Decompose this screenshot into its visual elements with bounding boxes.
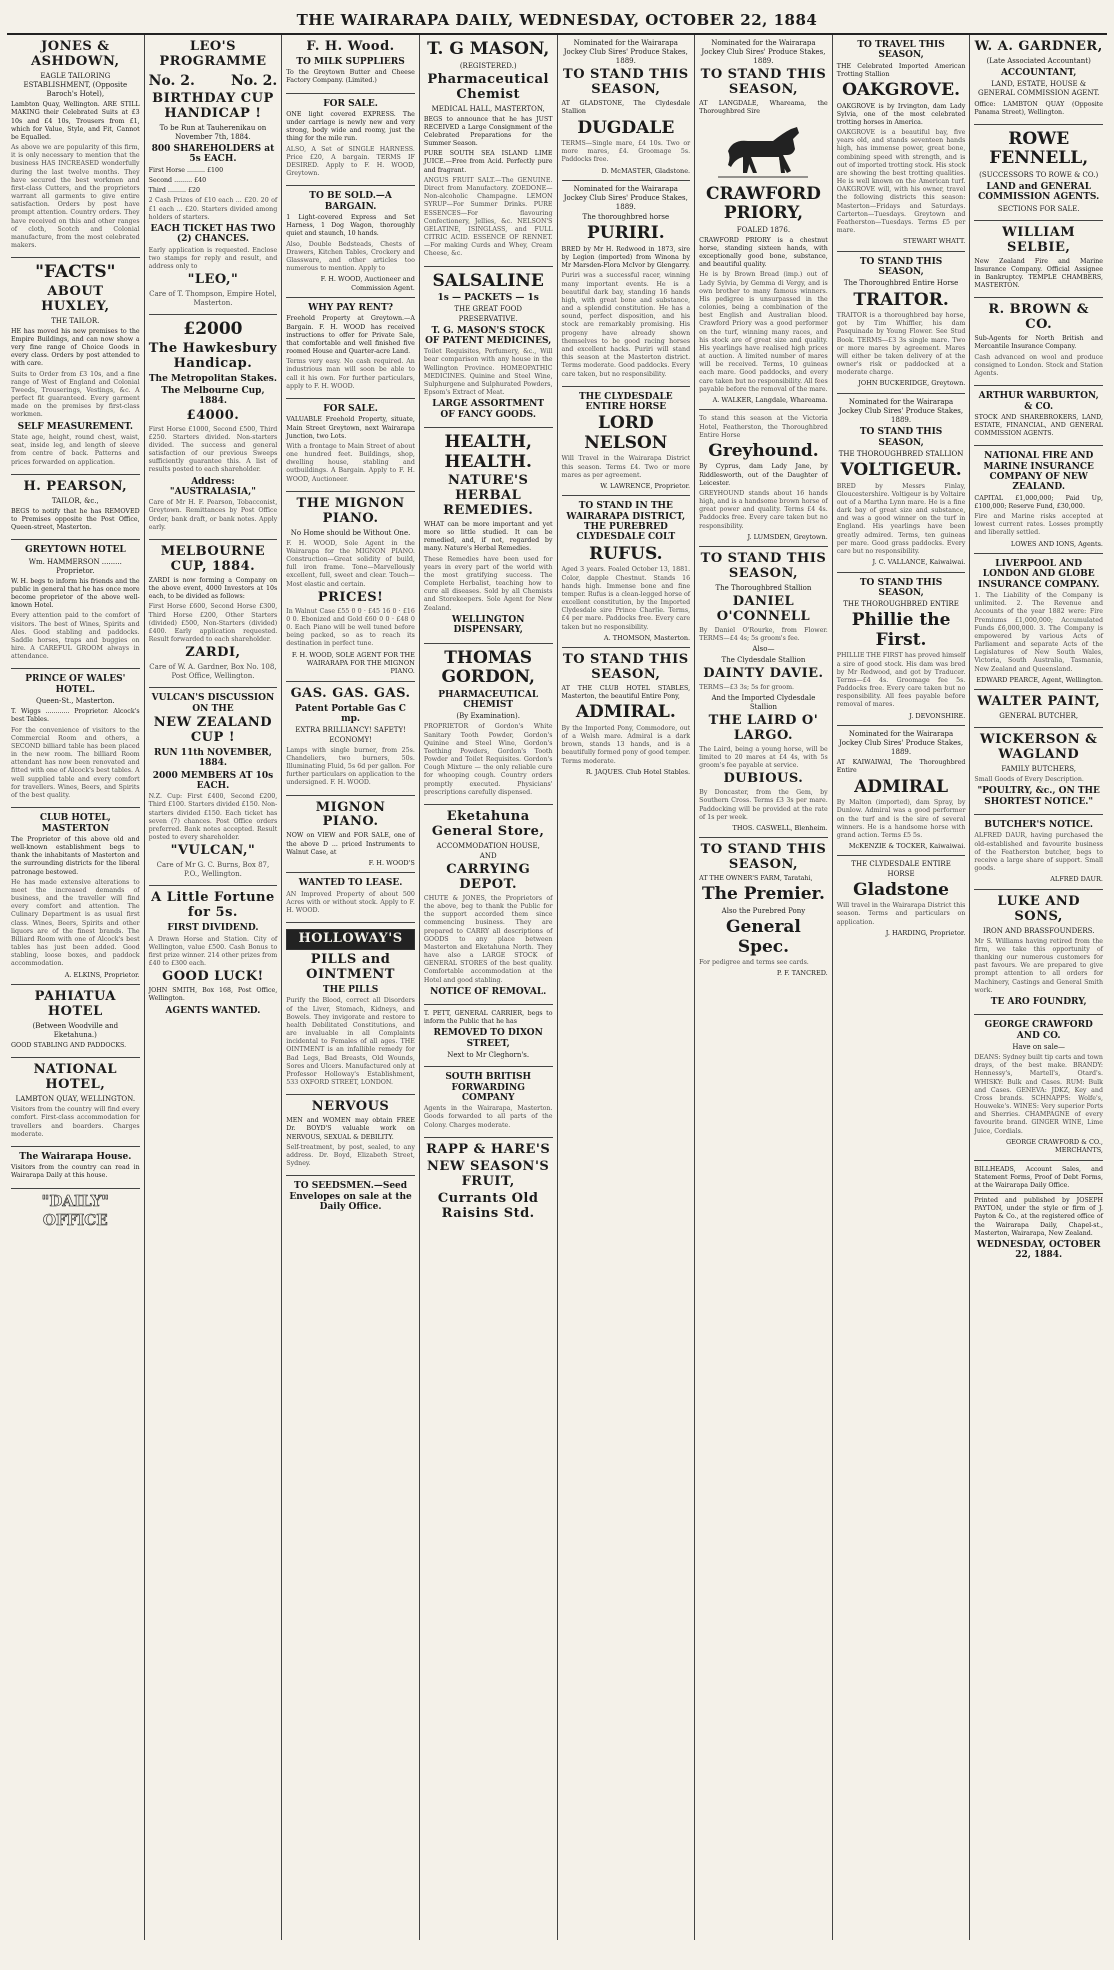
newspaper-page (7, 5, 1107, 1960)
ad-title: HEALTH, HEALTH. (444, 432, 532, 472)
ad-title: TO BE SOLD.—A BARGAIN. (309, 191, 392, 212)
horse-name: CRAWFORD PRIORY, (706, 183, 821, 224)
ad-title: "FACTS" (35, 262, 116, 283)
ad-signature: JOHN SMITH, Box 168, Post Office, Wellington. (148, 987, 278, 1003)
ad-footer: SELF MEASUREMENT. (17, 421, 134, 432)
ad-title: TO SEEDSMEN.—Seed Envelopes on sale at the Daily Office. (289, 1181, 412, 1212)
ad-brown: R. BROWN & CO. Sub-Agents for North British and Mercantile Insurance Company. Cash advanced on wool and produce consigned to London. Stock and Station Agents. (974, 298, 1103, 386)
ad-note: Nominated for the Wairarapa Jockey Club Sires' Produce Stakes, 1889. (563, 185, 688, 212)
event-title: BIRTHDAY CUP HANDICAP ! (152, 91, 274, 121)
ad-subtitle: To be Run at Tauherenikau on November 7th, 1884. (159, 123, 267, 142)
column-2 (145, 35, 283, 1940)
column-3 (282, 35, 420, 1940)
ad-subtitle: IRON AND BRASSFOUNDERS. (982, 926, 1095, 935)
ad-subtitle: The Thoroughbred Entire Horse (843, 279, 959, 288)
ad-title: Greyhound. (708, 440, 819, 461)
ad-subtitle-2: "POULTRY, &c., ON THE SHORTEST NOTICE." (977, 786, 1100, 807)
ad-subtitle-2: EXTRA BRILLIANCY! SAFETY! ECONOMY! (295, 726, 406, 744)
ad-subtitle: 2000 MEMBERS AT 10s EACH. (152, 770, 274, 791)
ad-amount-2: £4000. (186, 407, 240, 423)
ad-national-insurance: NATIONAL FIRE AND MARINE INSURANCE COMPANY OF NEW ZEALAND. CAPITAL £1,000,000; Paid Up, £100,000; Reserve Fund, £30,000. Fire and Marine risks accepted at lowest current rates. Losses promptly and liberally settled. LOWES AND IONS, Agents. (974, 446, 1103, 554)
ad-for-sale-express: FOR SALE. ONE light covered EXPRESS. The under carriage is newly new and very strong, body wide and roomy, just the thing for the mile run. ALSO, A Set of SINGLE HARNESS. Price £20, A bargain. TERMS IF DESIRED. Apply to F. H. WOOD, Greytown. (286, 94, 415, 187)
ad-holloways: HOLLOWAY'S PILLS and OINTMENT THE PILLS Purify the Blood, correct all Disorders of the Liver, Stomach, Kidneys, and Bowels. They invigorate and restore to health Debilitated Constitutions, and are invaluable in all Complaints incidental to Females of all ages. THE OINTMENT is an infallible remedy for Bad Legs, Bad Breasts, Old Wounds, Sores and Ulcers. Manufactured only at Professor Holloway's Establishment, 533 OXFORD STREET, LONDON. (286, 923, 415, 1095)
ad-subtitle: (SUCCESSORS TO ROWE & CO.) (979, 171, 1099, 179)
ad-pearson (11, 475, 140, 541)
ad-subtitle-2: AND (479, 851, 497, 860)
ad-body: ONE light covered EXPRESS. The under carriage is newly new and very strong, body wide and roomy, just the thing for the mile run. (286, 110, 415, 143)
ad-signature: ZARDI, (185, 645, 241, 661)
ad-subtitle: THE THOROUGHBRED ENTIRE (843, 600, 959, 609)
ad-butchers-notice: BUTCHER'S NOTICE. ALFRED DAUR, having purchased the old-established and favourite business of the Featherston butcher, begs to receive a large share of support. Small goods. ALFRED DAUR. (974, 815, 1103, 890)
horse-name: TRAITOR. (853, 289, 949, 310)
horse-name: PURIRI. (586, 223, 665, 244)
ad-subtitle-2: The Melbourne Cup, 1884. (161, 385, 265, 407)
ad-gladstone: THE CLYDESDALE ENTIRE HORSE Gladstone Will travel in the Wairarapa District this season. Terms and particulars on application. J. HARDING, Proprietor. (836, 860, 966, 937)
ad-signature: J. LUMSDEN, Greytown. (747, 532, 828, 541)
ad-body: Freehold Property at Greytown.—A Bargain. F. H. WOOD has received instructions to offer for Private Sale, that comfortable and well finished five roomed House and Quarter-acre Land. (286, 315, 415, 356)
ad-little-fortune: A Little Fortune for 5s. FIRST DIVIDEND. A Drawn Horse and Station. City of Wellington, value £500. Cash Bonus to first prize winner. 214 other prizes from £40 to £300 each. GOOD LUCK! JOHN SMITH, Box 168, Post Office, Wellington. AGENTS WANTED. (148, 890, 278, 1016)
ad-title: RAPP & HARE'S (426, 1141, 551, 1157)
ad-title: A Little Fortune for 5s. (151, 890, 275, 921)
ad-club-hotel: CLUB HOTEL, MASTERTON The Proprietor of this above old and well-known establishment begs to thank the inhabitants of Masterton and the surrounding districts for the liberal patronage bestowed. He has made extensive alterations to meet the increased demands of business, and the traveller will find every comfort and attention. The Culinary Department is as usual first class. Wines, Beers, Spirits and other liquors are of the finest brands. The Billiard Room with one of Alcock's best tables has just been added. Good stabling, loose boxes, and paddock accommodation. A. ELKINS, Proprietor. (11, 808, 140, 985)
horse-foaled: FOALED 1876. (736, 225, 791, 234)
ad-subtitle: The Metropolitan Stakes. (148, 373, 277, 384)
ad-subtitle: REMOVED TO DIXON STREET, (433, 1028, 543, 1049)
ad-title: MELBOURNE CUP, 1884. (160, 543, 266, 574)
ad-wanted-lease: WANTED TO LEASE. AN Improved Property of about 500 Acres with or without stock. Apply to F. H. WOOD. (286, 873, 415, 923)
ad-subtitle: Also the Purebred Pony (721, 906, 806, 915)
ad-subtitle: EAGLE TAILORING ESTABLISHMENT, (Opposite Baroch's Hotel), (23, 71, 128, 99)
ad-title: FOR SALE. (323, 98, 378, 109)
ad-subtitle: THE CLYDESDALE ENTIRE HORSE (851, 860, 951, 878)
ad-body: BEGS to notify that he has REMOVED to Premises opposite the Post Office, Queen-street, Masterton. (11, 507, 140, 532)
ad-signature: P. F. TANCRED. (776, 969, 828, 978)
ad-subtitle: Patent Portable Gas C mp. (295, 703, 406, 725)
ad-signature: A. THOMSON, Masterton. (603, 633, 691, 642)
horse-name: Gladstone (853, 879, 949, 900)
ad-body: 1 Light-covered Express and Set Harness, 1 Dog Wagon, thoroughly quiet and staunch, 10 hands. (286, 214, 415, 238)
horse-name: ADMIRAL. (575, 702, 676, 723)
ad-gordon: THOMAS GORDON, PHARMACEUTICAL CHEMIST (By Examination). PROPRIETOR of Gordon's White Sanitary Tooth Powder, Gordon's Quinine and Steel Wine, Gordon's Teething Powders, Gordon's Tooth Powder and Toilet Requisites. Gordon's Cough Mixture — the only reliable cure for whooping cough. Country orders promptly executed. Physicians' prescriptions carefully dispensed. (424, 644, 553, 805)
brand-logo: HOLLOWAY'S (286, 929, 415, 950)
ad-subtitle: (By Examination). (456, 712, 520, 721)
ad-body: Lambton Quay, Wellington. ARE STILL MAKING their Celebrated Suits at £3 10s and £4 10s, Trousers from £1, which for Value, Style, and Fit, Cannot be Equalled. (11, 101, 140, 141)
ad-signature: THOS. CASWELL, Blenheim. (732, 823, 828, 832)
ad-subtitle: (Late Associated Accountant) (986, 56, 1091, 65)
ad-signature: A. ELKINS, Proprietor. (64, 970, 140, 979)
ad-signature: F. H. WOOD, Auctioneer and Commission Agent. (320, 275, 415, 292)
ad-body: AT THE OWNER'S FARM, Taratahi, (699, 875, 813, 883)
ad-subtitle-2: ACCOUNTANT, (1000, 68, 1077, 79)
ad-items: PURE SOUTH SEA ISLAND LIME JUICE.—Free from Acid. Perfectly pure and fragrant. (423, 150, 553, 174)
ad-title: PAHIATUA HOTEL (34, 989, 116, 1019)
ad-body: THE Celebrated Imported American Trotting Stallion (836, 62, 966, 78)
ad-body: ZARDI is now forming a Company on the above event, 4000 Investors at 10s each, to be divided as follows: (148, 576, 278, 601)
ad-body: NOW on VIEW and FOR SALE, one of the above D ... priced Instruments to Walnut Case, at (286, 832, 415, 856)
column-1 (7, 35, 145, 1940)
ad-subtitle: THE PILLS (322, 985, 379, 995)
ad-body: HE has moved his new premises to the Empire Buildings, and can now show a very fine range of Choice Goods in every class. Orders by post attended to with care. (11, 327, 140, 368)
ad-subtitle: 1s — PACKETS — 1s (437, 293, 539, 304)
number-left: No. 2. (148, 72, 195, 89)
ad-body: W. H. begs to inform his friends and the public in general that he has once more become proprietor of the above well-known Hotel. (11, 577, 140, 610)
ad-title-2: ABOUT HUXLEY, (41, 283, 110, 314)
ad-puriri: Nominated for the Wairarapa Jockey Club Sires' Produce Stakes, 1889. The thoroughbred horse PURIRI. BRED by Mr H. Redwood in 1873, sire by Legion (imported) from Winona by Mr Marsden-Flora McIvor by Glengarry. Puriri was a successful racer, winning many important events. He is a beautiful dark bay, standing 16 hands high, with great bone and substance, and a splendid constitution. He has a sound, perfect disposition, and his stock are remarkably promising. His progeny have already shown themselves to be good racing horses and excellent hacks. Puriri will stand this season at the Masterton district. Terms moderate. Good paddocks. Every care taken, but no responsibility. (562, 181, 691, 387)
ad-subtitle: (Between Woodville and Eketahuna.) (32, 1021, 119, 1039)
horse-name-2: General Spec. (725, 917, 801, 957)
horse-name: DANIEL O'CONNELL (716, 594, 811, 625)
ad-signature: J. C. VALLANCE, Kaiwaiwai. (872, 558, 966, 567)
ad-traitor: TO STAND THIS SEASON, The Thoroughbred Entire Horse TRAITOR. TRAITOR is a thoroughbred bay horse, got by Tim Whiffler, his dam Pasquinade by Young Flower. See Stud Book. TERMS—£3 3s single mare. Two or more mares by agreement. Mares will either be taken delivery of at the owner's risk or paddocked at a moderate charge. JOHN BUCKERIDGE, Greytown. (837, 252, 966, 394)
prize-second: Second ......... £40 (148, 176, 207, 184)
ad-signature: J. HARDING, Proprietor. (885, 928, 966, 937)
ad-signature: GEORGE CRAWFORD & CO., MERCHANTS, (1005, 1137, 1103, 1155)
ad-subtitle-2: THE GREAT FOOD PRESERVATIVE. (454, 305, 522, 323)
horse-name: The Premier. (701, 884, 825, 905)
ad-subtitle: NEW SEASON'S FRUIT, (427, 1158, 550, 1189)
ad-mignon-piano: THE MIGNON PIANO. No Home should be Without One. F. H. WOOD, Sole Agent in the Wairarapa for the MIGNON PIANO. Construction—Great solidity of build, full iron frame. Tone—Marvellously excellent, full, sweet and clear. Touch—Most elastic and certain. PRICES! In Walnut Case £55 0 0 · £45 16 0 · £16 0 0. Ebonized and Gold £60 0 0 · £48 0 0. Each Piano will be well tuned before being packed, so as to reach its destination in perfect tune. F. H. WOOD, SOLE AGENT FOR THE WAIRARAPA FOR THE MIGNON PIANO. (286, 492, 415, 682)
horse-name: RUFUS. (589, 543, 663, 564)
ad-body: BILLHEADS, Account Sales, and Statement Forms, Proof of Debt Forms, at the Wairarapa Daily Office. (974, 1165, 1103, 1189)
ad-signature: R. JAQUES. Club Hotel Stables. (585, 767, 691, 776)
ad-body: New Zealand Fire and Marine Insurance Company. Official Assignee in Bankruptcy. TEMPLE CHAMBERS, MASTERTON. (974, 257, 1103, 290)
ad-fh-wood-milk (286, 35, 415, 94)
ad-daniel-oconnell: TO STAND THIS SEASON, The Thoroughbred Stallion DANIEL O'CONNELL By Daniel O'Rourke, from Flower. TERMS—£4 4s; 5s groom's fee. Also— The Clydesdale Stallion DAINTY DAVIE. TERMS—£3 3s; 5s for groom. And the Imported Clydesdale Stallion THE LAIRD O' LARGO. The Laird, being a young horse, will be limited to 20 mares at £4 4s, with 5s groom's fee payable at service. DUBIOUS. By Doncaster, from the Gem, by Southern Cross. Terms £3 3s per mare. Paddocking will be provided at the rate of 1s per week. THOS. CASWELL, Blenheim. (699, 547, 828, 838)
ad-daily-office (11, 1189, 140, 1236)
ad-title: WILLIAM SELBIE, (1002, 224, 1076, 255)
ad-signature: "LEO," (187, 272, 239, 288)
ad-title: ARTHUR WARBURTON, & CO. (978, 391, 1099, 412)
ad-title: WICKERSON & WAGLAND (979, 732, 1098, 763)
ad-title: TO TRAVEL THIS SEASON, (857, 40, 945, 61)
ad-body-2: OAKGROVE is by Irvington, dam Lady Sylvia, one of the most celebrated trotting horses in America. (836, 102, 966, 126)
ad-signature: McKENZIE & TOCKER, Kaiwaiwai. (848, 842, 966, 851)
ad-title: TO STAND THIS SEASON, (859, 256, 943, 278)
ad-subtitle-3: LAND, ESTATE, HOUSE & GENERAL COMMISSION AGENT. (977, 80, 1100, 98)
ad-title: TO STAND THIS SEASON, (700, 842, 827, 873)
number-right: No. 2. (230, 72, 278, 89)
ad-bargain: TO BE SOLD.—A BARGAIN. 1 Light-covered Express and Set Harness, 1 Dog Wagon, thoroughly quiet and staunch, 10 hands. Also, Double Bedsteads, Chests of Drawers, Kitchen Tables, Crockery and Glassware, and other articles too numerous to mention. Apply to F. H. WOOD, Auctioneer and Commission Agent. (286, 186, 415, 298)
column-7 (833, 35, 971, 1940)
ad-prince-of-wales: PRINCE OF WALES' HOTEL. Queen-St., Masterton. T. Wiggs ............ Proprietor. Alcock's best Tables. For the convenience of visitors to the Commercial Room and others, a SECOND billiard table has been placed in the new room. The billiard Room attendant has now been renovated and fitted with one of Alcock's best tables. A well supplied table and every comfort for travellers. Wines, Beers, and Spirits of the best quality. (11, 669, 140, 808)
ad-name: THOMAS GORDON, (441, 647, 535, 688)
ad-signature: JOHN BUCKERIDGE, Greytown. (858, 379, 966, 388)
ad-note: Nominated for the Wairarapa Jockey Club Sires' Produce Stakes, 1889. (839, 730, 964, 757)
ad-warburton (974, 386, 1103, 446)
ad-body: Sub-Agents for North British and Mercantile Insurance Company. (974, 335, 1103, 351)
ad-title: GAS. GAS. GAS. (290, 685, 411, 701)
ad-subtitle-3: SECTIONS FOR SALE. (997, 204, 1080, 213)
ad-address: Address: "AUSTRALASIA," (169, 476, 256, 497)
tickets-line: EACH TICKET HAS TWO (2) CHANCES. (150, 223, 276, 245)
ad-title: PRINCE OF WALES' HOTEL. (25, 674, 126, 695)
ad-subtitle: ACCOMMODATION HOUSE, (436, 841, 540, 850)
ad-title: PILLS and OINTMENT (306, 952, 395, 983)
shares-line: 800 SHAREHOLDERS at 5s EACH. (151, 144, 275, 165)
ad-title: TO STAND THIS SEASON, (700, 551, 827, 582)
ad-walter-paint (974, 690, 1103, 728)
ad-leos-programme: LEO'S PROGRAMME No. 2. No. 2. BIRTHDAY CUP HANDICAP ! To be Run at Tauherenikau on November 7th, 1884. 800 SHAREHOLDERS at 5s EACH. First Horse ......... £100 Second ......... £40 Third ......... £20 2 Cash Prizes of £10 each ... £20. 20 of £1 each ... £20. Starters divided among holders of starters. EACH TICKET HAS TWO (2) CHANCES. Early application is requested. Enclose two stamps for reply and result, and address only to "LEO," Care of T. Thompson, Empire Hotel, Masterton. (149, 35, 278, 315)
ad-subtitle-3: CARRYING DEPOT. (446, 861, 531, 892)
ad-george-crawford: GEORGE CRAWFORD AND CO. Have on sale— DEANS: Sydney built tip carts and town drays, of the best make. BRANDY: Hennessy's, Martell's, Otard's. WHISKY: Bulk and Cases. RUM: Bulk and Cases. GENEVA: JDKZ, Key and Cross brands. SCHNAPPS: Wolfe's, Houweke's. WINES: Very superior Ports and Sherries. CHAMPAGNE of every favourite brand. GINGER WINE, Lime Juice, Cordials. GEORGE CRAWFORD & CO., MERCHANTS, (974, 1015, 1103, 1160)
column-4 (420, 35, 558, 1940)
ad-for-sale-property: FOR SALE. VALUABLE Freehold Property, situate, Main Street Greytown, next Wairarapa Junction, two Lots. With a frontage to Main Street of about one hundred feet. Buildings, shop, dwelling house, stabling and outbuildings. A Bargain. Apply to F. H. WOOD, Auctioneer. (286, 399, 415, 492)
ad-subtitle: GENERAL BUTCHER, (999, 712, 1079, 721)
masthead: THE WAIRARAPA DAILY, WEDNESDAY, OCTOBER 22, 1884 (7, 5, 1107, 35)
ad-title: BUTCHER'S NOTICE. (984, 820, 1094, 831)
ad-title: W. A. GARDNER, (974, 39, 1103, 54)
ad-footer: WELLINGTON DISPENSARY, (451, 614, 525, 636)
ad-selbie (974, 221, 1103, 299)
ad-title: WHY PAY RENT? (308, 303, 394, 314)
ad-title: GEORGE CRAWFORD AND CO. (984, 1020, 1093, 1041)
ad-seedsmen (286, 1176, 415, 1219)
ad-why-pay-rent: WHY PAY RENT? Freehold Property at Greytown.—A Bargain. F. H. WOOD has received instructions to offer for Private Sale, that comfortable and well finished five roomed House and Quarter-acre Land. Terms very easy. No cash required. An industrious man will soon be able to call it his own. For further particulars, apply to F. H. WOOD. (286, 298, 415, 399)
ad-also: Also— (752, 645, 775, 654)
ad-title: The Hawkesbury Handicap. (148, 340, 278, 371)
ad-title: TO STAND THIS SEASON, (563, 652, 689, 683)
ad-title: The Wairarapa House. (19, 1151, 132, 1162)
ad-title: LEO'S PROGRAMME (159, 39, 267, 69)
ad-voltigeur: Nominated for the Wairarapa Jockey Club Sires' Produce Stakes, 1889. TO STAND THIS SEASON, THE THOROUGHBRED STALLION VOLTIGEUR. BRED by Messrs Finlay, Gloucestershire. Voltigeur is by Voltaire out of a Martha Lynn mare. He is a fine dark bay of great size and substance, and was a good winner on the turf in England. His yearlings have been greatly admired. Terms, ten guineas per mare. Good grass paddocks. Every care but no responsibility. J. C. VALLANCE, Kaiwaiwai. (837, 394, 966, 573)
ad-title: VULCAN'S DISCUSSION ON THE (151, 693, 275, 714)
ad-south-british: SOUTH BRITISH FORWARDING COMPANY Agents in the Wairarapa, Masterton. Goods forwarded to all parts of the Colony. Charges moderate. (424, 1067, 553, 1138)
ad-phillie: TO STAND THIS SEASON, THE THOROUGHBRED ENTIRE Phillie the First. PHILLIE THE FIRST has proved himself a sire of good stock. His dam was bred by Mr Redwood, and got by Traducer. Terms—£4 4s. Groomage fee 5s. Paddocks free. Every care taken but no responsibility. All fees payable before removal of mares. J. DEVONSHIRE. (837, 573, 966, 727)
ad-signature: EDWARD PEARCE, Agent, Wellington. (976, 675, 1103, 684)
ad-footer: GOOD LUCK! (162, 969, 264, 985)
ad-signature: A. WALKER, Langdale, Whareama. (712, 395, 828, 404)
ad-title: "DAILY" OFFICE (41, 1191, 110, 1230)
ad-oakgrove: TO TRAVEL THIS SEASON, THE Celebrated Imported American Trotting Stallion OAKGROVE. OAKGROVE is by Irvington, dam Lady Sylvia, one of the most celebrated trotting horses in America. OAKGROVE is a beautiful bay, five years old, and stands seventeen hands high, has immense power, great bone, combining speed with strength, and is out of imported trotting stock. His stock are showing the best trotting qualities. He is well known on the American turf. OAKGROVE will, with his owner, travel the following districts this season: Masterton—Fridays and Saturdays. Carterton—Tuesdays. Greytown and Featherston—Tuesdays. Terms £5 per mare. STEWART WHATT. (837, 35, 966, 252)
ad-nervous: NERVOUS MEN and WOMEN may obtain FREE Dr. BOYD'S valuable work on NERVOUS, SEXUAL & DEBILITY. Self-treatment, by post, sealed, to any address. Dr. Boyd, Elizabeth Street, Sydney. (286, 1095, 415, 1176)
ad-pahiatua-hotel (11, 985, 140, 1058)
ad-signature: F. H. WOOD'S (368, 858, 415, 867)
horse-name-3: THE LAIRD O' LARGO. (708, 712, 819, 743)
ad-subtitle: No Home should be Without One. (290, 528, 411, 537)
ad-health: HEALTH, HEALTH. NATURE'S HERBAL REMEDIES. WHAT can be more important and yet more so little studied. It can be remedied, and, if not, regarded by many. Nature's Herbal Remedies. These Remedies have been used for years in every part of the world with the most gratifying success. The Complete Herbalist, teaching how to cure all diseases. Sold by all Chemists and Storekeepers. Sole Agent for New Zealand. WELLINGTON DISPENSARY, (424, 428, 553, 643)
ad-title: The thoroughbred horse (582, 213, 670, 222)
ad-title: FOR SALE. (323, 404, 378, 414)
horse-name: ADMIRAL (854, 776, 949, 797)
ad-title: LUKE AND SONS, (997, 893, 1081, 924)
ad-subtitle: Wm. HAMMERSON ......... Proprietor. (28, 557, 122, 575)
ad-title: WANTED TO LEASE. (298, 878, 403, 889)
ad-body: AT KAIWAIWAI, The Thoroughbred Entire (836, 759, 966, 775)
ad-subtitle-3: And the Imported Clydesdale Stallion (711, 693, 816, 711)
ad-national-hotel: NATIONAL HOTEL, LAMBTON QUAY, WELLINGTON. Visitors from the country will find every comfort. First-class accommodation for travellers and boarders. Charges moderate. (11, 1058, 140, 1147)
horse-name-2: DAINTY DAVIE. (703, 665, 824, 681)
ad-subtitle: Queen-St., Masterton. (35, 697, 115, 706)
ad-title: ROWE FENNELL, (989, 128, 1089, 169)
ad-rufus: TO STAND IN THE WAIRARAPA DISTRICT, THE PUREBRED CLYDESDALE COLT RUFUS. Aged 3 years. Foaled October 13, 1881. Color, dapple Chestnut. Stands 16 hands high. Immense bone and fine temper. Rufus is a clean-legged horse of excellent constitution, by the Imported Clydesdale sire Prince Charlie. Terms, £4 per mare. Paddocks free. Every care taken but no responsibility. A. THOMSON, Masterton. (562, 496, 691, 648)
ad-signature: D. McMASTER, Gladstone. (601, 166, 691, 175)
ad-billheads (974, 1161, 1103, 1268)
ad-note: Nominated for the Wairarapa Jockey Club Sires' Produce Stakes, 1889. (563, 39, 688, 66)
ad-body: Visitors from the country can read in Wairarapa Daily at this house. (11, 1164, 140, 1180)
ad-jones-ashdown: JONES & ASHDOWN, EAGLE TAILORING ESTABLISHMENT, (Opposite Baroch's Hotel), Lambton Quay, Wellington. ARE STILL MAKING their Celebrated Suits at £3 10s and £4 10s, Trousers from £1, which for Value, Style, and Fit, Cannot be Equalled. As above we are popularity of this firm, it is only necessary to mention that the business HAS INCREASED wonderfully during the last twelve months. They have secured the best workmen and first-class Cutters, and the proprietors warrant all garments to give entire satisfaction. Orders by post have prompt attention. Country orders. They have received on this and other ranges of cloth, Scotch and Colonial manufacture, from the most celebrated makers. (11, 35, 140, 258)
ad-premier: TO STAND THIS SEASON, AT THE OWNER'S FARM, Taratahi, The Premier. Also the Purebred Pony General Spec. For pedigree and terms see cards. P. F. TANCRED. (699, 842, 828, 978)
ad-subtitle-3: T. G. MASON'S STOCK OF PATENT MEDICINES, (425, 325, 552, 346)
event-title: NEW ZEALAND CUP ! (153, 715, 273, 745)
ad-body: BEGS to announce that he has JUST RECEIVED a Large Consignment of the Celebrated Preparations for the Summer Season. (423, 115, 553, 148)
ad-dugdale: Nominated for the Wairarapa Jockey Club Sires' Produce Stakes, 1889. TO STAND THIS SEASON, AT GLADSTONE, The Clydesdale Stallion DUGDALE TERMS—Single mare, £4 10s. Two or more mares, £4. Groomage 5s. Paddocks free. D. McMASTER, Gladstone. (562, 35, 691, 181)
ad-gas: GAS. GAS. GAS. Patent Portable Gas C mp. EXTRA BRILLIANCY! SAFETY! ECONOMY! Lamps with single burner, from 25s. Chandeliers, two burners, 50s. Illuminating Fluid, 5s 6d per gallon. For further particulars on application to the undersigned. F. H. WOOD. (286, 682, 415, 796)
ad-luke-sons: LUKE AND SONS, IRON AND BRASSFOUNDERS. Mr S. Williams having retired from the firm, we take this opportunity of thanking our numerous customers for past favours. We are prepared to give prompt attention to all orders for Machinery, Castings and General Smith work. TE ARO FOUNDRY, (974, 890, 1103, 1016)
ad-title: MIGNON PIANO. (315, 799, 386, 830)
ad-subtitle: TO MILK SUPPLIERS (296, 56, 405, 67)
ad-title: H. PEARSON, (23, 478, 128, 494)
ad-mason: T. G MASON, (REGISTERED.) Pharmaceutical Chemist MEDICAL HALL, MASTERTON, BEGS to announce that he has JUST RECEIVED a Large Consignment of the Celebrated Preparations for the Summer Season. PURE SOUTH SEA ISLAND LIME JUICE.—Free from Acid. Perfectly pure and fragrant. ANGUS FRUIT SALT.—The GENUINE. Direct from Manufactory. ZOEDONE—Non-alcoholic Champagne. LEMON SYRUP—For Summer Drinks. PURE ESSENCES—For flavouring Confectionery, Jellies, &c. NELSON'S GELATINE, ISINGLASS, and FULL CITRIC ACID. ESSENCE OF RENNET.—For making Curds and Whey, Cream Cheese, &c. (424, 35, 553, 267)
ad-note: Nominated for the Wairarapa Jockey Club Sires' Produce Stakes, 1889. (701, 39, 826, 66)
ad-footer: LARGE ASSORTMENT OF FANCY GOODS. (432, 399, 545, 420)
ad-title: F. H. Wood. (306, 39, 395, 54)
ad-title: TO STAND THIS SEASON, (859, 577, 943, 598)
ad-subtitle: THE TAILOR. (51, 316, 100, 325)
ad-title: TO STAND THIS SEASON, (700, 67, 827, 98)
ad-title: TO STAND THIS SEASON, (859, 427, 943, 448)
ad-body: STOCK AND SHAREBROKERS, LAND, ESTATE, FINANCIAL, AND GENERAL COMMISSION AGENTS. (974, 413, 1103, 438)
horse-name: Phillie the First. (851, 610, 951, 650)
ad-body: BRED by Mr H. Redwood in 1873, sire by Legion (imported) from Winona by Mr Marsden-Flora McIvor by Glengarry. (561, 245, 691, 270)
ad-title: JONES & ASHDOWN, (31, 39, 120, 69)
ad-subtitle: THE THOROUGHBRED STALLION (838, 449, 964, 458)
ad-registered: (REGISTERED.) (459, 61, 517, 70)
ad-body: WHAT can be more important and yet more so little studied. It can be remedied, and, if not, regarded by many. Nature's Herbal Remedies. (423, 520, 553, 553)
ad-admiral-pony: TO STAND THIS SEASON, AT THE CLUB HOTEL STABLES, Masterton, the beautiful Entire Pony, ADMIRAL. By the Imported Pony, Commodore, out of a Welsh mare. Admiral is a dark brown, stands 13 hands, and is a beautifully formed pony of good temper. Terms moderate. R. JAQUES. Club Hotel Stables. (561, 652, 691, 776)
ad-title: LIVERPOOL AND LONDON AND GLOBE INSURANCE COMPANY. (978, 559, 1100, 590)
ad-title: TO STAND IN THE WAIRARAPA DISTRICT, THE PUREBRED CLYDESDALE COLT (566, 501, 686, 543)
ad-subtitle: MEDICAL HALL, MASTERTON, (431, 104, 545, 113)
ad-wickerson-wagland: WICKERSON & WAGLAND FAMILY BUTCHERS, Small Goods of Every Description. "POULTRY, &c., ON THE SHORTEST NOTICE." (974, 728, 1103, 815)
horse-name-4: DUBIOUS. (723, 771, 804, 787)
ad-salsaline: SALSALINE 1s — PACKETS — 1s THE GREAT FOOD PRESERVATIVE. T. G. MASON'S STOCK OF PATENT MEDICINES, Toilet Requisites, Perfumery, &c., Will bear comparison with any house in the Wellington Province. HOMEOPATHIC MEDICINES. Quinine and Steel Wine, Sulphurgene and Sulphurated Powders, Epsom's Extract of Meat. LARGE ASSORTMENT OF FANCY GOODS. (424, 267, 553, 428)
ad-signature: STEWART WHATT. (903, 237, 966, 246)
ad-title: NERVOUS (311, 1099, 390, 1115)
ad-title: PHARMACEUTICAL CHEMIST (438, 689, 539, 710)
ad-signature: W. LAWRENCE, Proprietor. (600, 481, 691, 490)
ad-mignon-piano-2 (286, 796, 415, 874)
ad-eketahuna: Eketahuna General Store, ACCOMMODATION HOUSE, AND CARRYING DEPOT. CHUTE & JONES, the Proprietors of the above, beg to thank the Public for the support accorded them since commencing business. They are prepared to CARRY all descriptions of GOODS to any place between Masterton and Eketahuna North. They have also a LARGE STOCK of GENERAL STORES of the best quality. Comfortable accommodation at the Hotel and good stabling. NOTICE OF REMOVAL. (424, 805, 553, 1005)
ad-body: CAPITAL £1,000,000; Paid Up, £100,000; Reserve Fund, £30,000. (974, 494, 1103, 510)
ad-subtitle: NATURE'S HERBAL REMEDIES. (443, 473, 534, 518)
prize-third: Third ......... £20 (148, 187, 200, 195)
ad-signature: J. DEVONSHIRE. (909, 711, 966, 720)
ad-greytown-hotel: GREYTOWN HOTEL Wm. HAMMERSON ......... Proprietor. W. H. begs to inform his friends and the public in general that he has once more become proprietor of the above well-known Hotel. Every attention paid to the comfort of visitors. The best of Wines, Spirits and Ales. Good stabling and paddocks. Saddle horses, traps and buggies on hire. A CAREFUL GROOM always in attendance. (11, 540, 140, 669)
ad-title: NATIONAL HOTEL, (33, 1062, 118, 1093)
ad-notice: NOTICE OF REMOVAL. (430, 986, 547, 997)
ad-admiral: Nominated for the Wairarapa Jockey Club Sires' Produce Stakes, 1889. AT KAIWAIWAI, The Thoroughbred Entire ADMIRAL By Malton (imported), dam Spray, by Dunlow. Admiral was a good performer on the turf and is the sire of several winners. He is a handsome horse with grand action. Terms £5 5s. McKENZIE & TOCKER, Kaiwaiwai. (837, 726, 966, 856)
ad-greyhound: To stand this season at the Victoria Hotel, Featherston, the Thoroughbred Entire Horse Greyhound. By Cyprus, dam Lady Jane, by Riddlesworth, out of the Daughter of Leicester. GREYHOUND stands about 16 hands high, and is a handsome brown horse of great power and quality. Terms £4 4s. Paddocks free. Every care taken but no responsibility. J. LUMSDEN, Greytown. (699, 410, 828, 547)
ad-body: AT LANGDALE, Whareama, the Thoroughbred Sire (699, 100, 828, 116)
horse-illustration (713, 121, 813, 181)
ad-wairarapa-house (11, 1147, 140, 1189)
ad-title: Eketahuna General Store, (431, 808, 545, 839)
column-8 (970, 35, 1107, 1940)
column-5 (558, 35, 696, 1940)
ad-title: TO STAND THIS SEASON, (563, 67, 689, 98)
ad-body: The Proprietor of this above old and well-known establishment begs to thank the inhabitants of Masterton and the surrounding districts for the liberal patronage bestowed. (11, 835, 140, 876)
ad-signature: ALFRED DAUR. (1050, 875, 1103, 884)
ad-title: THE CLYDESDALE ENTIRE HORSE (578, 391, 673, 413)
ad-title: SOUTH BRITISH FORWARDING COMPANY (445, 1072, 532, 1103)
ad-name: T. G MASON, (427, 39, 550, 59)
ad-title: THE MIGNON PIANO. (296, 495, 405, 526)
columns (7, 35, 1107, 1940)
ad-subtitle-2: TE ARO FOUNDRY, (990, 996, 1087, 1007)
ad-pett (424, 1005, 553, 1067)
ad-subtitle: FIRST DIVIDEND. (167, 923, 259, 934)
ad-body: T. PETT, GENERAL CARRIER, begs to inform the Public that he has (423, 1010, 553, 1026)
horse-name: OAKGROVE. (842, 80, 961, 101)
ad-body-2: CRAWFORD PRIORY is a chestnut horse, standing sixteen hands, with exceptionally good bone, substance, and beautiful quality. (699, 236, 828, 269)
horse-name: LORD NELSON (584, 413, 668, 453)
ad-title: SALSALINE (432, 270, 544, 291)
ad-lord-nelson: THE CLYDESDALE ENTIRE HORSE LORD NELSON Will Travel in the Wairarapa District this season. Terms £4. Two or more mares as per agreement. W. LAWRENCE, Proprietor. (562, 387, 691, 497)
ad-body: To the Greytown Butter and Cheese Factory Company. (Limited.) (286, 69, 415, 85)
ad-signature: "VULCAN," (170, 843, 256, 859)
ad-body: Office: LAMBTON QUAY (Opposite Panama Street), Wellington. (974, 100, 1103, 116)
ad-title: WALTER PAINT, (977, 694, 1101, 710)
ad-amount: £2000 (183, 319, 243, 340)
ad-body: MEN and WOMEN may obtain FREE Dr. BOYD'S valuable work on NERVOUS, SEXUAL & DEBILITY. (286, 1117, 415, 1141)
ad-signature: LOWES AND IONS, Agents. (1010, 539, 1103, 548)
ad-australasia: £2000 The Hawkesbury Handicap. The Metropolitan Stakes. The Melbourne Cup, 1884. £4000. First Horse £1000, Second £500, Third £250. Starters divided. Non-starters divided. The success and general satisfaction of our previous Sweeps sufficiently guarantee this. A list of results posted to each shareholder. Address: "AUSTRALASIA," Care of Mr H. F. Pearson, Tobacconist, Greytown. Remittances by Post Office Order, bank draft, or bank notes. Apply early. (149, 315, 278, 540)
ad-title: NATIONAL FIRE AND MARINE INSURANCE COMPANY OF NEW ZEALAND. (983, 451, 1094, 493)
horse-name: VOLTIGEUR. (840, 459, 962, 480)
ad-vulcan: VULCAN'S DISCUSSION ON THE NEW ZEALAND CUP ! RUN 11th NOVEMBER, 1884. 2000 MEMBERS AT 10s EACH. N.Z. Cup: First £400, Second £200, Third £100. Starters divided £150. Non-starters divided £150. Each ticket has seven (7) chances. Post Office orders preferred. Bank notes accepted. Result posted to every shareholder. "VULCAN," Care of Mr G. C. Burns, Box 87, P.O., Wellington. (149, 688, 278, 886)
event-date: RUN 11th NOVEMBER, 1884. (154, 747, 272, 769)
ad-title: GREYTOWN HOTEL (24, 545, 126, 556)
ad-subtitle: LAMBTON QUAY, WELLINGTON. (15, 1095, 136, 1104)
horse-name: DUGDALE (577, 117, 675, 138)
ad-body: T. Wiggs ............ Proprietor. Alcock's best Tables. (11, 708, 140, 724)
ad-rowe-fennell (974, 125, 1103, 221)
ad-zardi: MELBOURNE CUP, 1884. ZARDI is now forming a Company on the above event, 4000 Investors at 10s each, to be divided as follows: First Horse £600, Second Horse £300, Third Horse £200, Other Starters (divided) £500, Non-Starters (divided) £400. Early application requested. Result forwarded to each shareholder. ZARDI, Care of W. A. Gardner, Box No. 108, Post Office, Wellington. (149, 540, 278, 688)
ad-signature: F. H. WOOD, SOLE AGENT FOR THE WAIRARAPA FOR THE MIGNON PIANO. (291, 650, 415, 676)
ad-subtitle: TAILOR, &c., (51, 496, 99, 505)
prices-heading: PRICES! (317, 589, 384, 605)
ad-subtitle: Have on sale— (1012, 1042, 1066, 1051)
ad-body: GOOD STABLING AND PADDOCKS. (11, 1042, 127, 1050)
imprint-date: WEDNESDAY, OCTOBER 22, 1884. (976, 1240, 1101, 1261)
ad-huxley: "FACTS" ABOUT HUXLEY, THE TAILOR. HE has moved his new premises to the Empire Buildings, and can now show a very fine range of Choice Goods in every class. Orders by post attended to with care. Suits to Order from £3 10s, and a fine range of West of England and Colonial Tweeds, Trouserings, Vestings, &c. A perfect fit guaranteed. Every garment made on the premises by first-class workmen. SELF MEASUREMENT. State age, height, round chest, waist, seat, inside leg, and length of sleeve from centre of back. Patterns and prices forwarded on application. (11, 258, 140, 474)
ad-title: Pharmaceutical Chemist (427, 71, 549, 102)
column-6 (695, 35, 833, 1940)
prize-first: First Horse ......... £100 (148, 166, 224, 174)
ad-note: Nominated for the Wairarapa Jockey Club Sires' Produce Stakes, 1889. (839, 397, 964, 425)
imprint: Printed and published by JOSEPH PAYTON, under the style or firm of J. Payton & Co., at the registered office of the Wairarapa Daily, Chapel-st., Masterton, Wairarapa, New Zealand. (974, 1197, 1103, 1237)
ad-liverpool-london: LIVERPOOL AND LONDON AND GLOBE INSURANCE COMPANY. 1. The Liability of the Company is unlimited. 2. The Revenue and Accounts of the year 1882 were: Fire Premiums £1,000,000; Accumulated Funds £6,000,000. 3. The Company is empowered by various Acts of Parliament and separate Acts of the Legislatures of New South Wales, Victoria, South Australia, Tasmania, New Zealand and Queensland. EDWARD PEARCE, Agent, Wellington. (974, 554, 1103, 690)
ad-footer: Currants Old Raisins Std. (437, 1190, 539, 1221)
ad-title: CLUB HOTEL, MASTERTON (39, 813, 111, 834)
ad-subtitle: FAMILY BUTCHERS, (1001, 765, 1076, 774)
ad-body: By Cyprus, dam Lady Jane, by Riddlesworth, out of the Daughter of Leicester. (699, 463, 828, 487)
ad-body: AT THE CLUB HOTEL STABLES, Masterton, the beautiful Entire Pony, (561, 685, 691, 701)
ad-crawford-priory: Nominated for the Wairarapa Jockey Club Sires' Produce Stakes, 1889. TO STAND THIS SEASON, AT LANGDALE, Whareama, the Thoroughbred Sire CRAWFORD PRIORY, FOALED 1876. CRAWFORD PRIORY is a chestnut horse, standing sixteen hands, with exceptionally good bone, substance, and beautiful quality. He is by Brown Bread (imp.) out of Lady Sylvia, by Gemma di Vergy, and is own brother to many famous winners. His pedigree is unsurpassed in the colonies, being a combination of the best English and Australian blood. Crawford Priory was a good performer on the turf, winning many races, and his stock are of great size and quality. His yearlings have realised high prices at auction. A limited number of mares will be received. Terms, 10 guineas each mare. Good paddocks, and every care taken but no responsibility. All fees payable before the removal of the mare. A. WALKER, Langdale, Whareama. (699, 35, 828, 410)
ad-subtitle-2: LAND and GENERAL COMMISSION AGENTS. (978, 182, 1100, 203)
ad-title: R. BROWN & CO. (988, 302, 1090, 333)
ad-gardner (974, 35, 1103, 125)
ad-rapp-hare (424, 1138, 553, 1229)
ad-footer: Next to Mr Cleghorn's. (447, 1051, 530, 1060)
ad-body: AT GLADSTONE, The Clydesdale Stallion (561, 100, 691, 116)
ad-body: VALUABLE Freehold Property, situate, Main Street Greytown, next Wairarapa Junction, two Lots. (286, 416, 415, 440)
ad-subtitle-2: The Clydesdale Stallion (721, 655, 806, 664)
ad-subtitle: The Thoroughbred Stallion (715, 584, 812, 593)
agents-wanted: AGENTS WANTED. (165, 1005, 261, 1016)
